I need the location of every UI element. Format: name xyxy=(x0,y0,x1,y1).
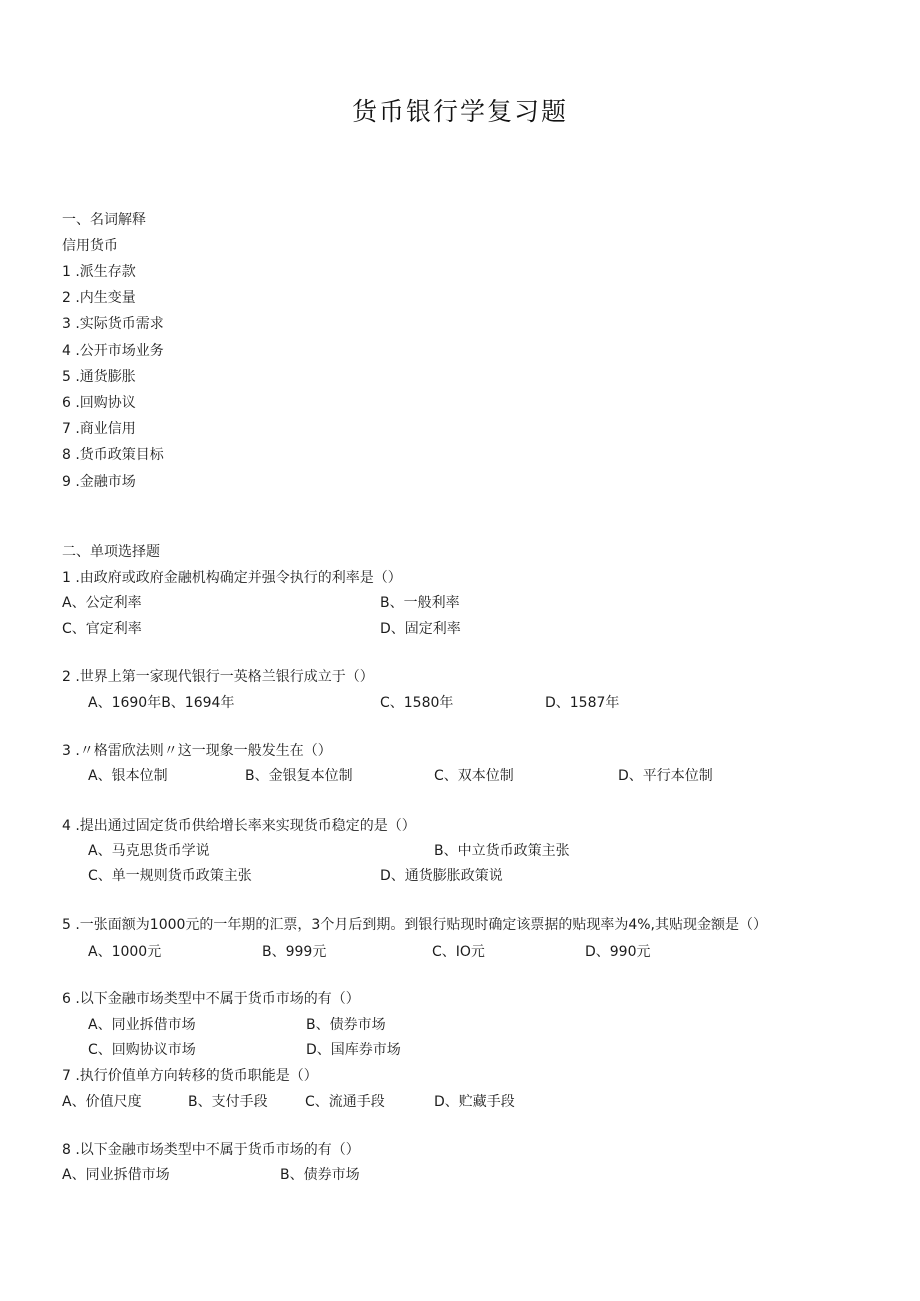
choice-option: B、中立货币政策主张 xyxy=(434,843,570,859)
choice-option: C、1580年 xyxy=(380,695,454,711)
term-item: 3 .实际货币需求 xyxy=(62,316,164,332)
choice-option: B、支付手段 xyxy=(188,1094,268,1110)
question-stem: 7 .执行价值单方向转移的货币职能是（） xyxy=(62,1068,318,1084)
choice-option: C、流通手段 xyxy=(305,1094,385,1110)
section-heading: 一、名词解释 xyxy=(62,212,146,228)
question-stem: 6 .以下金融市场类型中不属于货币市场的有（） xyxy=(62,991,360,1007)
question-stem: 4 .提出通过固定货币供给增长率来实现货币稳定的是（） xyxy=(62,818,416,834)
choice-option: D、平行本位制 xyxy=(618,768,713,784)
question-stem: 5 .一张面额为1000元的一年期的汇票，3个月后到期。到银行贴现时确定该票据的贴现率为4%,其贴现金额是（） xyxy=(62,917,768,933)
term-intro: 信用货币 xyxy=(62,238,118,254)
choice-option: B、债券市场 xyxy=(306,1017,386,1033)
choice-option: A、银本位制 xyxy=(88,768,168,784)
term-item: 1 .派生存款 xyxy=(62,264,136,280)
term-item: 4 .公开市场业务 xyxy=(62,343,164,359)
term-item: 5 .通货膨胀 xyxy=(62,369,136,385)
term-item: 8 .货币政策目标 xyxy=(62,447,164,463)
choice-option: A、马克思货币学说 xyxy=(88,843,210,859)
choice-option: C、双本位制 xyxy=(434,768,514,784)
choice-option: B、金银复本位制 xyxy=(245,768,353,784)
choice-option: C、IO元 xyxy=(432,944,485,960)
term-item: 7 .商业信用 xyxy=(62,421,136,437)
choice-option: A、公定利率 xyxy=(62,595,142,611)
question-stem: 8 .以下金融市场类型中不属于货币市场的有（） xyxy=(62,1142,360,1158)
section-heading: 二、单项选择题 xyxy=(62,544,160,560)
term-item: 2 .内生变量 xyxy=(62,290,136,306)
term-item: 9 .金融市场 xyxy=(62,474,136,490)
question-stem: 1 .由政府或政府金融机构确定并强令执行的利率是（） xyxy=(62,570,402,586)
choice-option: D、990元 xyxy=(585,944,651,960)
question-stem: 3 .〃格雷欣法则〃这一现象一般发生在（） xyxy=(62,743,332,759)
choice-option: C、单一规则货币政策主张 xyxy=(88,868,252,884)
choice-option: B、债券市场 xyxy=(280,1167,360,1183)
choice-option: D、1587年 xyxy=(545,695,620,711)
choice-option: A、1000元 xyxy=(88,944,162,960)
question-stem: 2 .世界上第一家现代银行一英格兰银行成立于（） xyxy=(62,669,374,685)
term-item: 6 .回购协议 xyxy=(62,395,136,411)
choice-option: A、同业拆借市场 xyxy=(62,1167,170,1183)
choice-option: D、通货膨胀政策说 xyxy=(380,868,503,884)
document-title: 货币银行学复习题 xyxy=(351,97,568,126)
choice-option: A、价值尺度 xyxy=(62,1094,142,1110)
choice-option: D、固定利率 xyxy=(380,621,461,637)
choice-option: B、一般利率 xyxy=(380,595,460,611)
choice-option: A、1690年B、1694年 xyxy=(88,695,235,711)
choice-option: B、999元 xyxy=(262,944,327,960)
choice-option: C、官定利率 xyxy=(62,621,142,637)
choice-option: A、同业拆借市场 xyxy=(88,1017,196,1033)
choice-option: D、贮藏手段 xyxy=(434,1094,515,1110)
choice-option: D、国库券市场 xyxy=(306,1042,401,1058)
choice-option: C、回购协议市场 xyxy=(88,1042,196,1058)
